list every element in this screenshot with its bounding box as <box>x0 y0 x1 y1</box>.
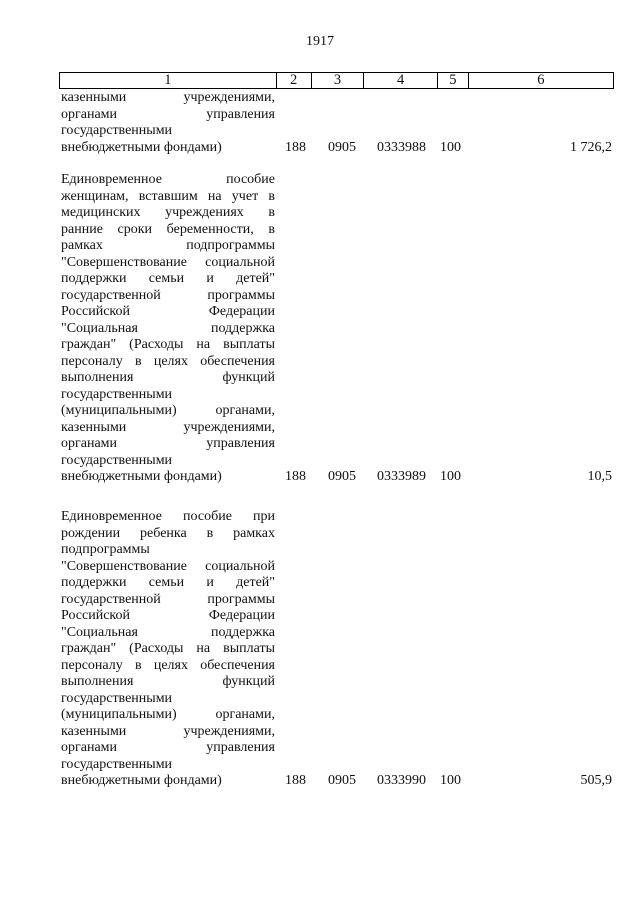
page-number: 1917 <box>306 34 334 49</box>
description-line: граждан" (Расходы на выплаты <box>61 641 275 656</box>
description-line: казенными учреждениями, <box>61 723 275 739</box>
description-line: граждан" (Расходы на выплаты <box>61 337 275 352</box>
target-item-code: 0333989 <box>377 469 426 484</box>
description-line: Российской Федерации <box>61 608 275 623</box>
description-line: органами управления <box>61 106 275 122</box>
description-line: выполнения функций <box>61 674 275 689</box>
row-description <box>61 509 275 790</box>
description-line: выполнения функций <box>61 370 275 385</box>
column-header-5: 5 <box>437 73 468 89</box>
column-header-table <box>59 72 614 89</box>
description-line: органами управления <box>61 436 275 451</box>
column-header-1: 1 <box>60 73 277 89</box>
description-line: (муниципальными) органами, <box>61 707 275 722</box>
ministry-code: 188 <box>285 469 306 484</box>
row-description <box>61 172 275 486</box>
description-line: государственной программы <box>61 287 275 303</box>
expense-type-code: 100 <box>440 469 461 484</box>
row-description <box>61 90 275 156</box>
description-line: (муниципальными) органами, <box>61 403 275 418</box>
section-code: 0905 <box>328 469 356 484</box>
description-line: женщинам, вставшим на учет в <box>61 188 275 204</box>
description-line: государственными <box>61 123 173 138</box>
description-line: казенными учреждениями, <box>61 419 275 435</box>
amount: 1 726,2 <box>570 139 612 155</box>
description-line: персоналу в целях обеспечения <box>61 353 275 369</box>
description-line: подпрограммы <box>61 542 150 557</box>
column-header-row <box>60 73 614 89</box>
description-line: государственными <box>61 386 173 402</box>
target-item-code: 0333990 <box>377 773 426 788</box>
description-line: персоналу в целях обеспечения <box>61 657 275 673</box>
amount: 505,9 <box>580 773 612 788</box>
column-header-4: 4 <box>364 73 438 89</box>
target-item-code: 0333988 <box>377 139 426 155</box>
column-header-3: 3 <box>311 73 364 89</box>
description-line: рамках подпрограммы <box>61 238 275 253</box>
description-line: казенными учреждениями, <box>61 90 275 105</box>
column-header-2: 2 <box>276 73 311 89</box>
description-line: внебюджетными фондами) <box>61 773 222 788</box>
column-header-6: 6 <box>468 73 613 89</box>
description-line: государственными <box>61 690 173 706</box>
description-line: медицинских учреждениях в <box>61 205 275 220</box>
description-line: ранние сроки беременности, в <box>61 221 275 237</box>
expense-type-code: 100 <box>440 139 461 155</box>
description-line: "Социальная поддержка <box>61 320 275 336</box>
amount: 10,5 <box>587 469 612 484</box>
description-line: государственными <box>61 756 173 772</box>
description-line: государственной программы <box>61 591 275 607</box>
description-line: государственными <box>61 452 173 468</box>
section-code: 0905 <box>328 139 356 155</box>
description-line: рождении ребенка в рамках <box>61 525 275 541</box>
section-code: 0905 <box>328 773 356 788</box>
description-line: Единовременное пособие <box>61 172 275 187</box>
description-line: "Совершенствование социальной <box>61 254 275 270</box>
ministry-code: 188 <box>285 773 306 788</box>
description-line: Российской Федерации <box>61 304 275 319</box>
description-line: внебюджетными фондами) <box>61 139 222 155</box>
description-line: поддержки семьи и детей" <box>61 575 275 590</box>
expense-type-code: 100 <box>440 773 461 788</box>
description-line: "Социальная поддержка <box>61 624 275 640</box>
ministry-code: 188 <box>285 139 306 155</box>
description-line: поддержки семьи и детей" <box>61 271 275 286</box>
description-line: внебюджетными фондами) <box>61 469 222 484</box>
description-line: "Совершенствование социальной <box>61 558 275 574</box>
description-line: Единовременное пособие при <box>61 509 275 524</box>
description-line: органами управления <box>61 740 275 755</box>
